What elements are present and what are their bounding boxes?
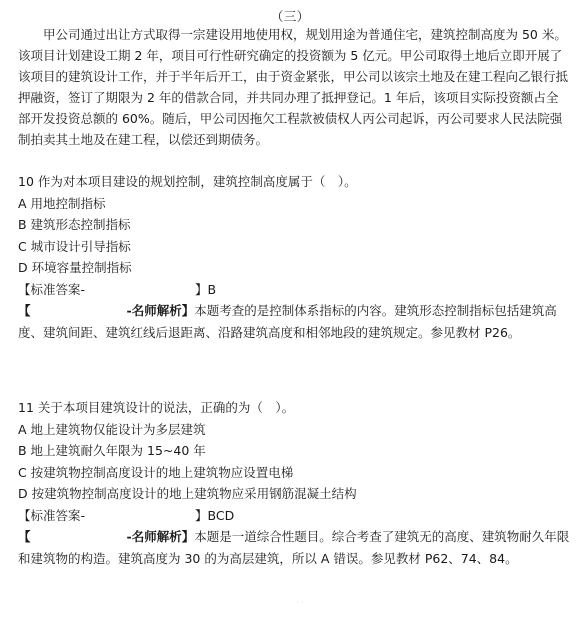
analysis-label: -名师解析】 [126, 529, 195, 544]
question-10-stem: 10 作为对本项目建设的规划控制，建筑控制高度属于（ ）。 [18, 174, 357, 189]
question-10-option-d: D 环境容量控制指标 [18, 260, 132, 275]
question-10-analysis [18, 300, 570, 344]
question-10-block [18, 171, 570, 344]
answer-label: 【标准答案- [18, 507, 86, 523]
question-10-option-a: A 用地控制指标 [18, 195, 106, 211]
answer-label: 【标准答案- [18, 281, 86, 297]
analysis-label: -名师解析】 [126, 303, 195, 318]
answer-value: 】B [195, 281, 217, 297]
question-11-option-b: B 地上建筑耐久年限为 15~40 年 [18, 443, 206, 458]
analysis-text: 本题考查的是控制体系指标的内容。建筑形态控制指标包括建筑高度、建筑间距、建筑红线后退距离、沿路建筑高度和相邻地段的建筑规定。参见教材 P26。 [18, 303, 557, 340]
analysis-mark: 【 [18, 303, 31, 318]
question-11-answer [18, 505, 570, 527]
question-11-option-d: D 按建筑物控制高度设计的地上建筑物应采用钢筋混凝土结构 [18, 486, 357, 501]
section-title: （三） [270, 10, 310, 25]
question-10-answer [18, 279, 570, 301]
question-10-option-b: B 建筑形态控制指标 [18, 217, 131, 232]
case-intro-paragraph: 甲公司通过出让方式取得一宗建设用地使用权，规划用途为普通住宅，建筑控制高度为 50 米。该项目计划建设工期 2 年，项目可行性研究确定的投资额为 5 亿元。甲公司取得土地后立即开展了该项目的建筑设计工作，并于半年后开工，由于资金紧张，甲公司以该宗土地及在建工程向乙银行抵押融资，签订了期限为 2 年的借款合同，并共同办理了抵押登记。1 年后，该项目实际投资额占全部开发投资总额的 60%。随后，甲公司因拖欠工程款被债权人丙公司起诉，丙公司要求人民法院强制拍卖其土地及在建工程，以偿还到期债务。 [18, 27, 569, 147]
question-11-analysis [18, 526, 570, 570]
question-10-option-c: C 城市设计引导指标 [18, 238, 131, 254]
analysis-text: 本题是一道综合性题目。综合考查了建筑无的高度、建筑物耐久年限和建筑物的构造。建筑高度为 30 的为高层建筑，所以 A 错误。参见教材 P62、74、84。 [18, 529, 570, 566]
answer-value: 】BCD [195, 507, 235, 523]
question-11-block [18, 397, 570, 570]
analysis-mark: 【 [18, 529, 31, 544]
question-11-option-c: C 按建筑物控制高度设计的地上建筑物应设置电梯 [18, 464, 294, 480]
question-11-stem: 11 关于本项目建筑设计的说法，正确的为（ ）。 [18, 400, 295, 415]
scan-artifact: · · [296, 598, 304, 607]
question-11-option-a: A 地上建筑物仅能设计为多层建筑 [18, 421, 206, 437]
